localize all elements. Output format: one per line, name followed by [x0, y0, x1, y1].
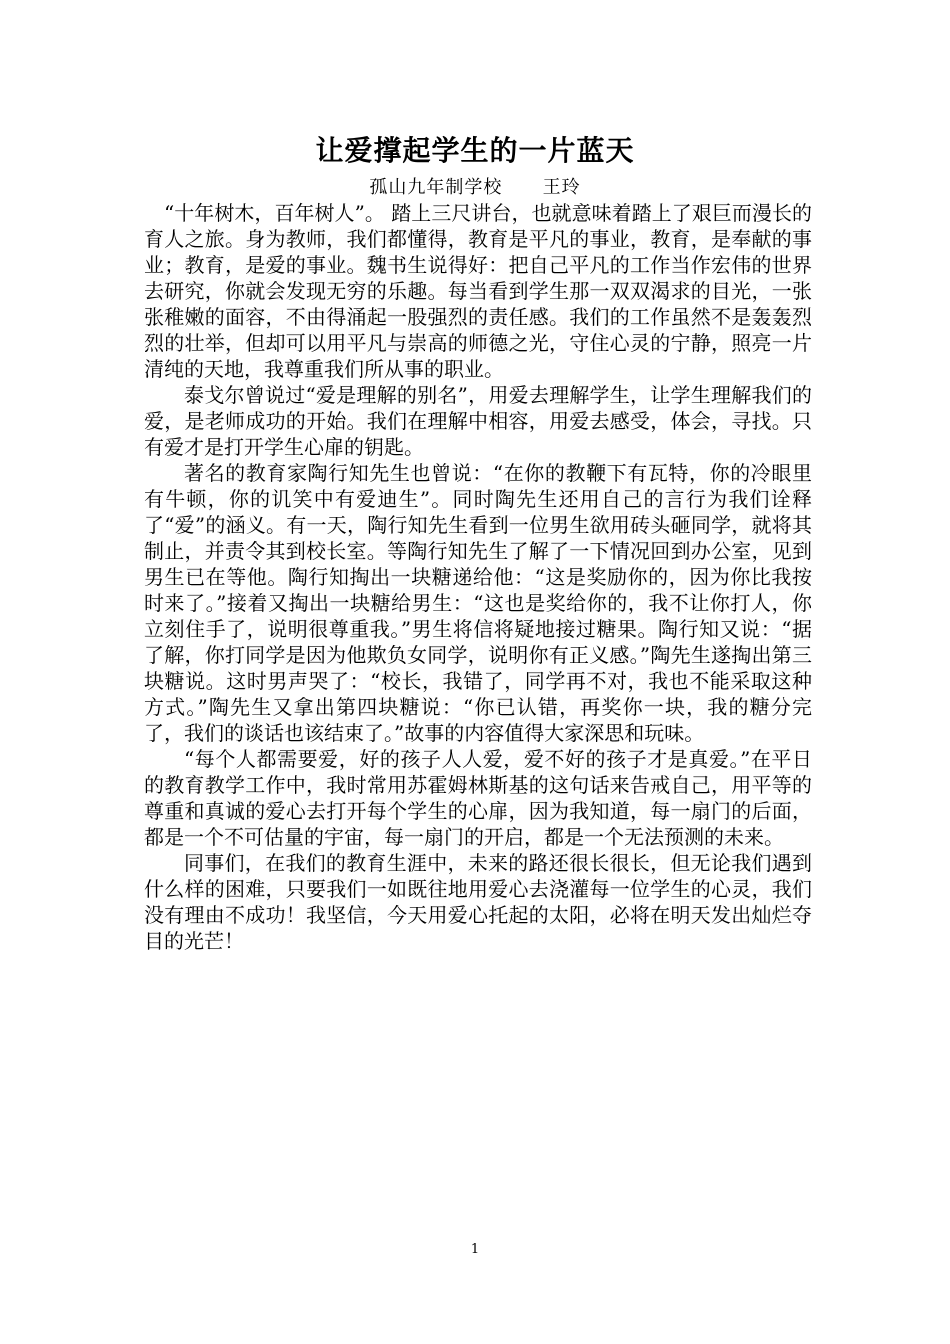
paragraph-1: “十年树木，百年树人”。 踏上三尺讲台，也就意味着踏上了艰巨而漫长的育人之旅。身为教师，我们都懂得，教育是平凡的事业，教育，是奉献的事业；教育，是爱的事业。魏书生说得好：把自己平凡的工作当作宏伟的世界去研究，你就会发现无穷的乐趣。每当看到学生那一双双渴求的目光，一张张稚嫩的面容，不由得涌起一股强烈的责任感。我们的工作虽然不是轰轰烈烈的壮举，但却可以用平凡与崇高的师德之光，守住心灵的宁静，照亮一片清纯的天地，我尊重我们所从事的职业。: [144, 201, 812, 381]
paragraph-2: 泰戈尔曾说过“爱是理解的别名”，用爱去理解学生，让学生理解我们的爱，是老师成功的开始。我们在理解中相容，用爱去感受，体会，寻找。只有爱才是打开学生心扉的钥匙。: [144, 383, 812, 459]
document-body: [144, 200, 812, 954]
paragraph-5: 同事们，在我们的教育生涯中，未来的路还很长很长，但无论我们遇到什么样的困难，只要我们一如既往地用爱心去浇灌每一位学生的心灵，我们没有理由不成功！我坚信，今天用爱心托起的太阳，必将在明天发出灿烂夺目的光芒！: [144, 851, 812, 953]
document-title: 让爱撑起学生的一片蓝天: [315, 134, 635, 167]
paragraph-4: “每个人都需要爱，好的孩子人人爱，爱不好的孩子才是真爱。”在平日的教育教学工作中，我时常用苏霍姆林斯基的这句话来告戒自己，用平等的尊重和真诚的爱心去打开每个学生的心扉，因为我知道，每一扇门的后面，都是一个不可估量的宇宙，每一扇门的开启，都是一个无法预测的未来。: [144, 747, 812, 849]
page-number: 1: [470, 1242, 480, 1257]
paragraph-3: 著名的教育家陶行知先生也曾说：“在你的教鞭下有瓦特，你的冷眼里有牛顿，你的讥笑中有爱迪生”。同时陶先生还用自己的言行为我们诠释了“爱”的涵义。有一天，陶行知先生看到一位男生欲用砖头砸同学，就将其制止，并责令其到校长室。等陶行知先生了解了一下情况回到办公室，见到男生已在等他。陶行知掏出一块糖递给他：“这是奖励你的，因为你比我按时来了。”接着又掏出一块糖给男生：“这也是奖给你的，我不让你打人，你立刻住手了，说明很尊重我。”男生将信将疑地接过糖果。陶行知又说：“据了解，你打同学是因为他欺负女同学，说明你有正义感。”陶先生遂掏出第三块糖说。这时男声哭了：“校长，我错了，同学再不对，我也不能采取这种方式。”陶先生又拿出第四块糖说：“你已认错，再奖你一块，我的糖分完了，我们的谈话也该结束了。”故事的内容值得大家深思和玩味。: [144, 461, 812, 745]
author-byline: 孤山九年制学校 王玲: [369, 177, 581, 198]
